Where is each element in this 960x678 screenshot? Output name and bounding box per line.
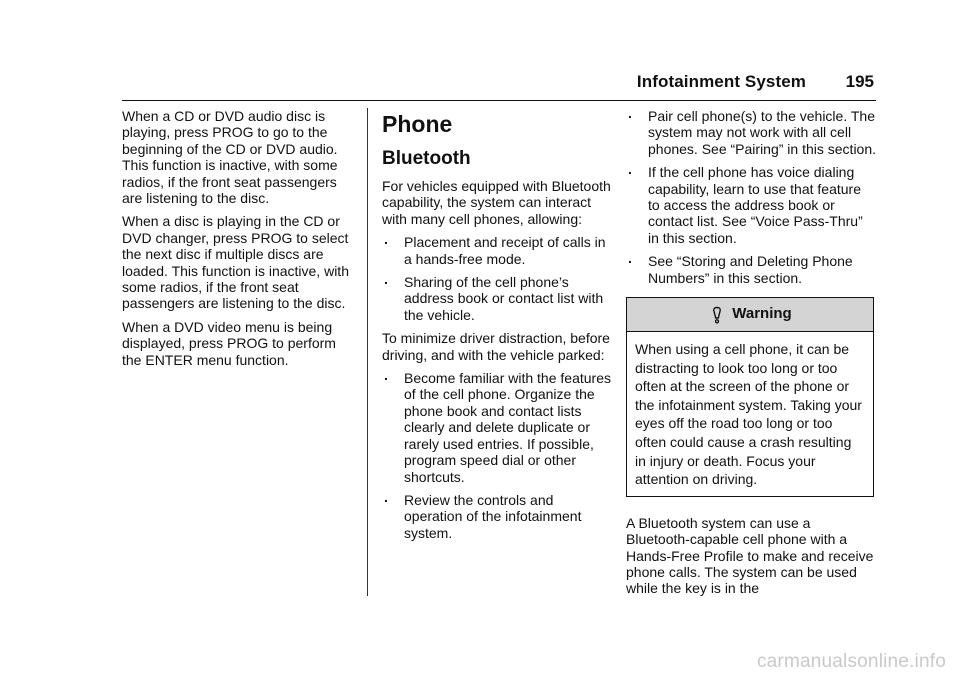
list-item-text: Placement and receipt of calls in a hands-free mode. (404, 234, 606, 267)
column-divider (367, 108, 368, 596)
column-1 (122, 108, 358, 375)
bullet-mark: . (628, 105, 632, 121)
list-item-text: Sharing of the cell phone’s address book or contact list with the vehicle. (404, 274, 604, 323)
list-item (626, 161, 876, 246)
paragraph: When a CD or DVD audio disc is playing, press PROG to go to the beginning of the CD or DVD audio. This function is inactive, with some radios, if the front seat passengers are listening to the disc. (122, 108, 338, 207)
warning-title: Warning (732, 305, 792, 323)
list-item (382, 231, 614, 267)
bullet-list (626, 105, 877, 286)
bullet-mark: . (384, 367, 388, 384)
warning-box (626, 297, 874, 497)
page-header (122, 70, 876, 101)
bullet-mark: . (384, 488, 388, 505)
bullet-mark: . (384, 231, 388, 248)
warning-icon (708, 306, 726, 324)
warning-header (627, 298, 873, 332)
list-item-text: Pair cell phone(s) to the vehicle. The system may not work with all cell phones. See “Pairing” in this section. (648, 108, 877, 157)
paragraph: For vehicles equipped with Bluetooth capability, the system can interact with many cell phones, allowing: (382, 178, 611, 227)
paragraph: A Bluetooth system can use a Bluetooth-capable cell phone with a Hands-Free Profile to make and receive phone calls. The system can be used while the key is in the (626, 514, 874, 597)
list-item (382, 367, 614, 485)
column-3 (626, 105, 877, 604)
paragraph: To minimize driver distraction, before driving, and with the vehicle parked: (382, 330, 610, 363)
warning-text: When using a cell phone, it can be distracting to look too long or too often at the screen of the phone or the infotainment system. Taking your eyes off the road too long or too often could cause a crash resulting in injury or death. Focus your attention on driving. (635, 341, 862, 488)
list-item-text: Become familiar with the features of the cell phone. Organize the phone book and contact lists clearly and delete duplicate or rarely used entries. If possible, program speed dial or other shortcuts. (404, 370, 611, 485)
bullet-mark: . (628, 161, 632, 178)
list-item-text: Review the controls and operation of the infotainment system. (404, 491, 582, 541)
page-number: 195 (845, 72, 874, 91)
list-item (382, 271, 614, 323)
list-item (626, 250, 876, 286)
paragraph: When a disc is playing in the CD or DVD changer, press PROG to select the next disc if multiple discs are loaded. This function is inactive, with some radios, if the front seat passengers are listening to the disc. (122, 213, 349, 312)
section-heading-phone: Phone (382, 111, 453, 137)
watermark: carmanualsonline.info (756, 651, 946, 672)
section-title: Infotainment System (636, 72, 806, 91)
column-2 (382, 108, 614, 548)
bullet-mark: . (628, 250, 632, 267)
list-item (626, 105, 877, 157)
bullet-list (382, 231, 614, 323)
list-item (382, 488, 614, 541)
paragraph: When a DVD video menu is being displayed, press PROG to perform the ENTER menu function. (122, 318, 336, 368)
subheading-bluetooth: Bluetooth (382, 148, 471, 169)
bullet-list (382, 367, 614, 541)
list-item-text: See “Storing and Deleting Phone Numbers” in this section. (648, 253, 853, 286)
bullet-mark: . (384, 271, 388, 288)
list-item-text: If the cell phone has voice dialing capability, learn to use that feature to access the address book or contact list. See “Voice Pass-Thru” in this section. (648, 164, 863, 246)
